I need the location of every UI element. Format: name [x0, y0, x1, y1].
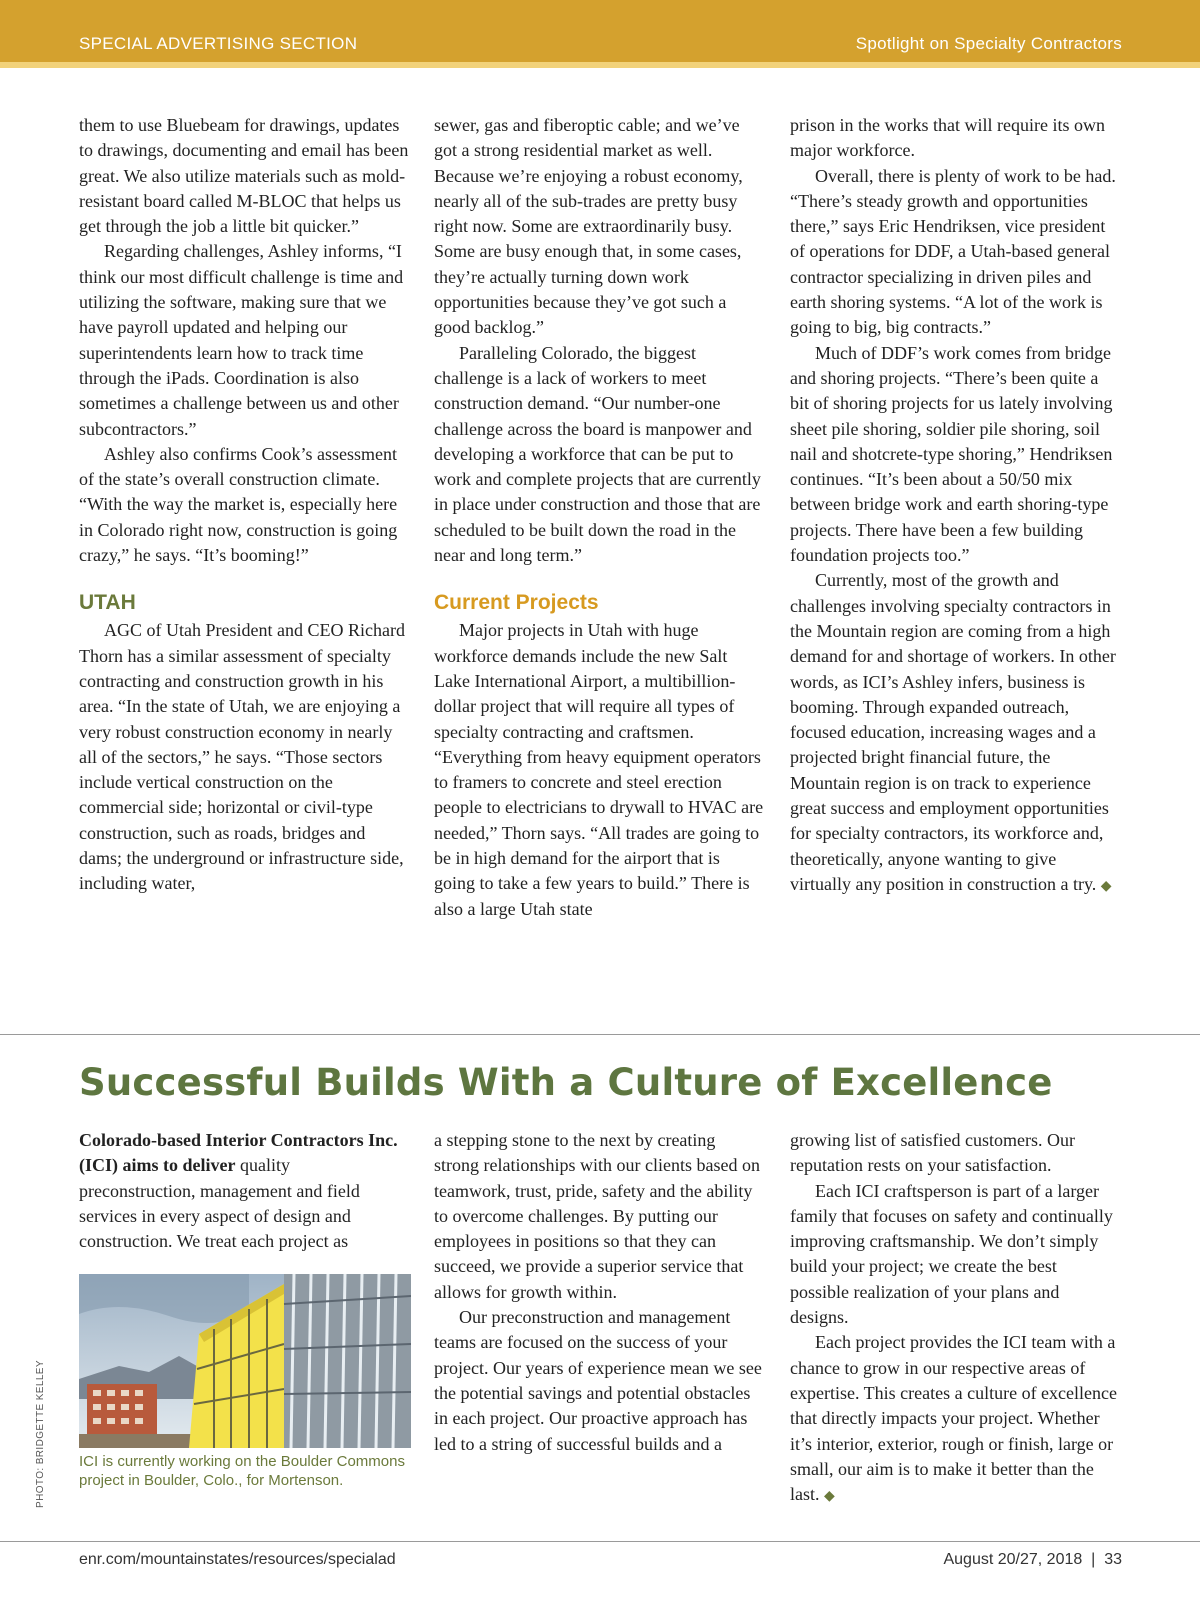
lead-bold-text: Colorado-based Interior Contractors Inc. (ICI) aims to deliver	[79, 1130, 398, 1176]
paragraph: Our preconstruction and management teams are focused on the success of your project. Our years of experience mean we see the potential savings and potential obstacles in each project. Our proactive approach has led to a string of successful builds and a	[434, 1307, 762, 1454]
paragraph: Much of DDF’s work comes from bridge and shoring projects. “There’s been quite a bit of shoring projects for us lately involving sheet pile shoring, soldier pile shoring, soil nail and shotcrete-type shoring,” Hendriksen continues. “It’s been about a 50/50 mix between bridge work and earth shoring-type projects. There have been a few building foundation projects too.”	[790, 342, 1113, 566]
advertorial-title: Successful Builds With a Culture of Excellence	[79, 1061, 1053, 1104]
paragraph: Regarding challenges, Ashley informs, “I think our most difficult challenge is time and utilizing the software, making sure that we have payroll updated and helping our superintendents learn how to track time through the iPads. Coordination is also sometimes a challenge between us and other subcontractors.”	[79, 241, 404, 439]
section-header-bar	[0, 0, 1200, 68]
article-column-1	[79, 113, 409, 897]
section-label: SPECIAL ADVERTISING SECTION	[79, 34, 358, 53]
paragraph: prison in the works that will require its own major workforce.	[790, 115, 1105, 161]
footer-rule	[0, 1541, 1200, 1542]
footer-date-page: August 20/27, 2018 | 33	[943, 1551, 1122, 1568]
paragraph: a stepping stone to the next by creating strong relationships with our clients based on teamwork, trust, pride, safety and the ability to overcome challenges. By putting our employees in positions so that they can succeed, we provide a superior service that allows for growth within.	[434, 1130, 760, 1302]
section-divider	[0, 1034, 1200, 1035]
lead-paragraph	[79, 1128, 409, 1254]
article-column-2	[434, 113, 764, 922]
paragraph-final	[790, 1330, 1120, 1509]
construction-site-photo	[79, 1274, 411, 1448]
lead-text: quality preconstruction, management and field services in every aspect of design and construction. We treat each project as	[79, 1155, 360, 1252]
advertorial-column-1	[79, 1128, 409, 1254]
paragraph: Paralleling Colorado, the biggest challenge is a lack of workers to meet construction demand. “Our number-one challenge across the board is manpower and developing a workforce that can be put to work and complete projects that are currently in place under construction and those that are scheduled to be built down the road in the near and long term.”	[434, 342, 761, 566]
subheading-current-projects: Current Projects	[434, 591, 599, 615]
photo-illustration	[79, 1274, 411, 1448]
advertorial-column-2	[434, 1128, 764, 1457]
paragraph: Ashley also confirms Cook’s assessment of the state’s overall construction climate. “With the way the market is, especially here in Colorado right now, construction is going crazy,” he says. “It’s booming!”	[79, 443, 398, 566]
paragraph: them to use Bluebeam for drawings, updates to drawings, documenting and email has been great. We also utilize materials such as mold-resistant board called M-BLOC that helps us get through the job a little bit quicker.”	[79, 115, 409, 237]
article-column-3	[790, 113, 1120, 899]
end-mark-icon: ◆	[1100, 878, 1112, 894]
advertorial-column-3	[790, 1128, 1120, 1509]
paragraph: growing list of satisfied customers. Our reputation rests on your satisfaction.	[790, 1130, 1075, 1176]
end-mark-icon: ◆	[824, 1489, 835, 1505]
section-topic: Spotlight on Specialty Contractors	[855, 34, 1122, 53]
subheading-utah: UTAH	[79, 591, 136, 615]
paragraph-text: Currently, most of the growth and challenges involving specialty contractors in the Mountain region are coming from a high demand for and shortage of workers. In other words, as ICI’s Ashley infers, business is booming. Through expanded outreach, focused education, increasing wages and a projected bright financial future, the Mountain region is on track to experience great success and employment opportunities for specialty contractors, its workforce and, theoretically, anyone wanting to give virtually any position in construction a try.	[790, 570, 1116, 894]
paragraph: Each ICI craftsperson is part of a larger family that focuses on safety and continually improving craftsmanship. We don’t simply build your project; we create the best possible realization of your plans and designs.	[790, 1180, 1113, 1328]
paragraph-text: Each project provides the ICI team with a chance to grow in our respective areas of expertise. This creates a culture of excellence that directly impacts your project. Whether it’s interior, exterior, rough or finish, large or small, our aim is to make it better than the last.	[790, 1332, 1117, 1505]
paragraph-final	[790, 568, 1120, 899]
footer-url[interactable]: enr.com/mountainstates/resources/specialad	[79, 1551, 396, 1568]
photo-caption: ICI is currently working on the Boulder Commons project in Boulder, Colo., for Mortenson.	[79, 1453, 405, 1489]
paragraph: Major projects in Utah with huge workforce demands include the new Salt Lake International Airport, a multibillion-dollar project that will require all types of specialty contracting and craftsmen. “Everything from heavy equipment operators to framers to concrete and steel erection people to electricians to drywall to HVAC are needed,” Thorn says. “All trades are going to be in high demand for the airport that is going to take a few years to build.” There is also a large Utah state	[434, 620, 764, 919]
paragraph: Overall, there is plenty of work to be had. “There’s steady growth and opportunities there,” says Eric Hendriksen, vice president of operations for DDF, a Utah-based general contractor specializing in driven piles and earth shoring systems. “A lot of the work is going to big, big contracts.”	[790, 165, 1116, 338]
paragraph: sewer, gas and fiberoptic cable; and we’ve got a strong residential market as well. Because we’re enjoying a robust economy, nearly all of the sub-trades are pretty busy right now. Some are extraordinarily busy. Some are busy enough that, in some cases, they’re actually turning down work opportunities because they’ve got such a good backlog.”	[434, 115, 743, 338]
photo-credit: PHOTO: BRIDGETTE KELLEY	[35, 1360, 46, 1508]
paragraph: AGC of Utah President and CEO Richard Thorn has a similar assessment of specialty contracting and construction growth in his area. “In the state of Utah, we are enjoying a very robust construction economy in nearly all of the sectors,” he says. “Those sectors include vertical construction on the commercial side; horizontal or civil-type construction, such as roads, bridges and dams; the underground or infrastructure side, including water,	[79, 620, 405, 894]
